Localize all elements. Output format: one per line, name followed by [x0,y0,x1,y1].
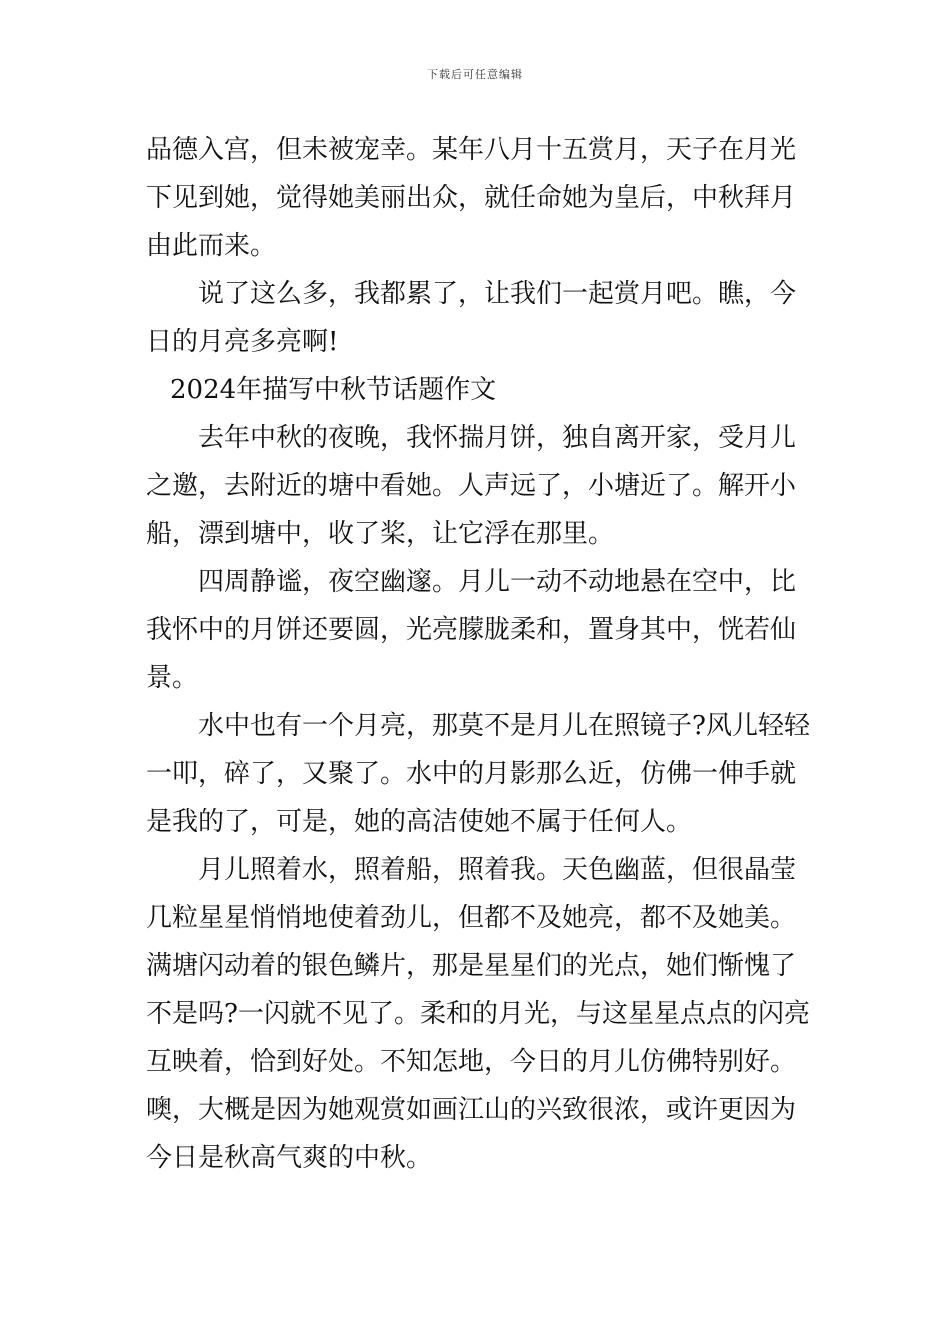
paragraph-line: 下见到她，觉得她美丽出众，就任命她为皇后，中秋拜月 [146,183,797,213]
paragraph-first-line: 说了这么多，我都累了，让我们一起赏月吧。瞧，今 [198,279,797,309]
page-header: 下载后可任意编辑 [427,68,523,81]
paragraph-line: 互映着，恰到好处。不知怎地，今日的月儿仿佛特别好。 [146,1047,797,1077]
paragraph-line: 日的月亮多亮啊! [146,327,339,357]
paragraph-line: 一叩，碎了，又聚了。水中的月影那么近，仿佛一伸手就 [146,759,797,789]
paragraph-line: 之邀，去附近的塘中看她。人声远了，小塘近了。解开小 [146,471,797,501]
paragraph-first-line: 四周静谧，夜空幽邃。月儿一动不动地悬在空中，比 [198,567,797,597]
document-body [146,126,810,1182]
paragraph-line: 满塘闪动着的银色鳞片，那是星星们的光点，她们惭愧了 [146,951,797,981]
paragraph-line: 船，漂到塘中，收了桨，让它浮在那里。 [146,519,615,549]
paragraph-first-line: 月儿照着水，照着船，照着我。天色幽蓝，但很晶莹 [198,855,797,885]
paragraph-line: 我怀中的月饼还要圆，光亮朦胧柔和，置身其中，恍若仙 [146,615,797,645]
paragraph-line: 几粒星星悄悄地使着劲儿，但都不及她亮，都不及她美。 [146,903,797,933]
paragraph-line: 噢，大概是因为她观赏如画江山的兴致很浓，或许更因为 [146,1095,797,1125]
paragraph-line: 景。 [146,663,199,693]
paragraph-line: 是我的了，可是，她的高洁使她不属于任何人。 [146,807,693,837]
paragraph-first-line: 水中也有一个月亮，那莫不是月儿在照镜子?风儿轻轻 [198,711,810,741]
paragraph-line: 今日是秋高气爽的中秋。 [146,1143,433,1173]
paragraph-line: 由此而来。 [146,231,277,261]
paragraph-first-line: 去年中秋的夜晚，我怀揣月饼，独自离开家，受月儿 [198,423,797,453]
essay-title: 2024年描写中秋节话题作文 [170,375,497,405]
paragraph-line: 品德入宫，但未被宠幸。某年八月十五赏月，天子在月光 [146,135,797,165]
paragraph-line: 不是吗?一闪就不见了。柔和的月光，与这星星点点的闪亮 [146,999,810,1029]
